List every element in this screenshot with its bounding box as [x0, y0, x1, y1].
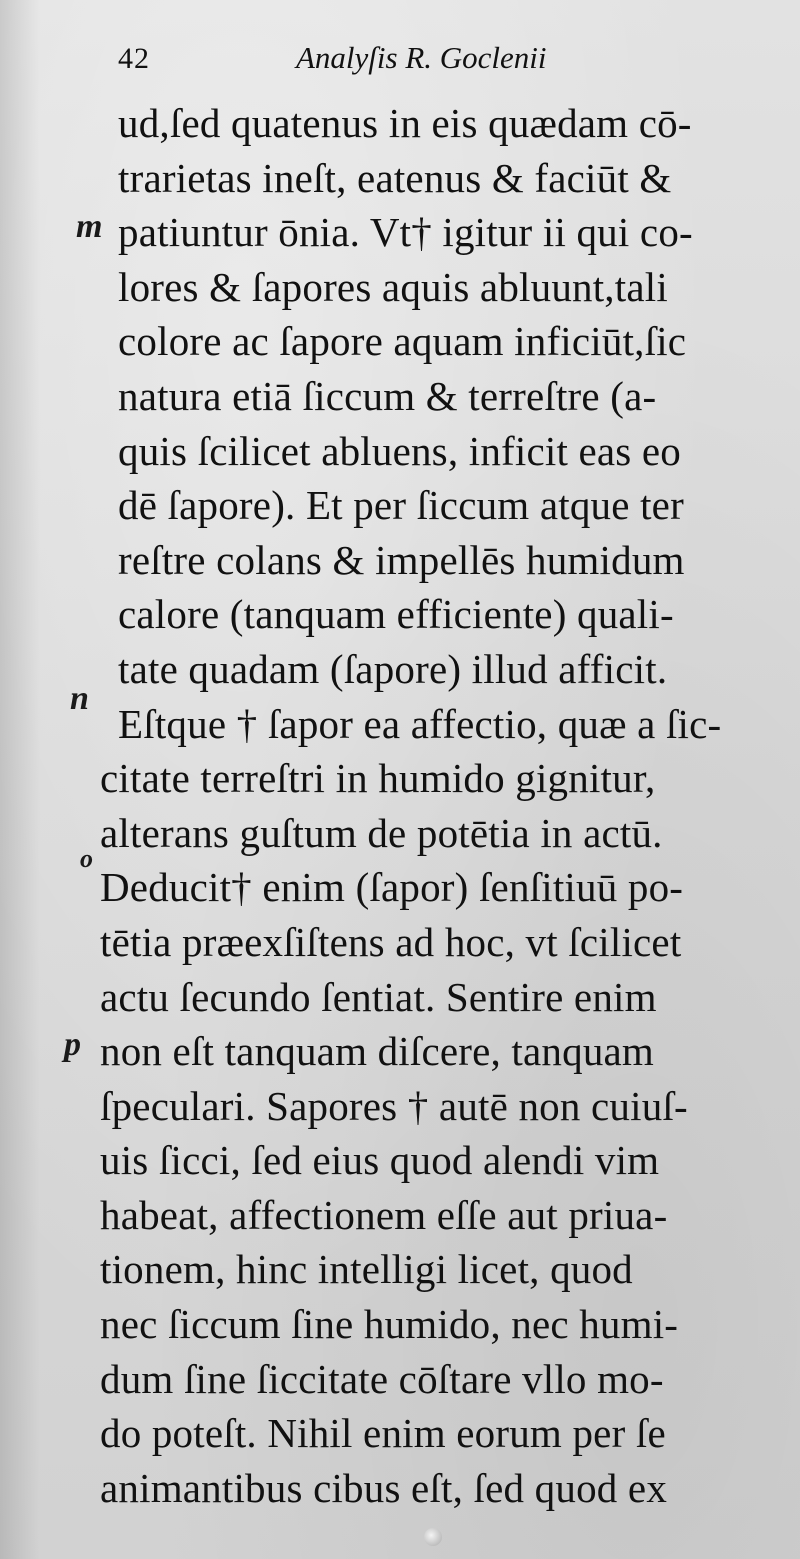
margin-note-n: n [70, 680, 89, 717]
text-line: dum ſine ſiccitate cōſtare vllo mo- [100, 1355, 664, 1402]
page-number: 42 [118, 42, 150, 75]
text-line: nec ſiccum ſine humido, nec humi- [100, 1301, 679, 1348]
text-line: do poteſt. Nihil enim eorum per ſe [100, 1410, 666, 1457]
text-line: actu ſecundo ſentiat. Sentire enim [100, 973, 657, 1020]
margin-note-m: m [76, 208, 103, 245]
margin-note-o: o [80, 844, 93, 873]
text-line: colore ac ſapore aquam inficiūt,ſic [118, 318, 687, 365]
text-line: tate quadam (ſapore) illud afficit. [118, 645, 668, 692]
main-text [100, 96, 740, 1515]
text-line: trarietas ineſt, eatenus & faciūt & [118, 154, 672, 201]
text-line: lores & ſapores aquis abluunt,tali [118, 263, 668, 310]
text-line: animantibus cibus eſt, ſed quod ex [100, 1464, 668, 1511]
text-line: dē ſapore). Et per ſiccum atque ter [118, 482, 684, 529]
text-line: tētia præexſiſtens ad hoc, vt ſcilicet [100, 918, 682, 965]
text-line: natura etiā ſiccum & terreſtre (a- [118, 372, 657, 419]
text-line: Deducit† enim (ſapor) ſenſitiuū po- [100, 864, 684, 911]
text-line: calore (tanquam efficiente) quali- [118, 591, 674, 638]
text-line: ud,ſed quatenus in eis quædam cō- [118, 100, 692, 146]
text-line: quis ſcilicet abluens, inficit eas eo [118, 427, 682, 474]
text-line: reſtre colans & impellēs humidum [118, 536, 685, 583]
text-line: Eſtque † ſapor ea affectio, quæ a ſic- [118, 700, 722, 747]
text-line: non eſt tanquam diſcere, tanquam [100, 1028, 655, 1075]
page-header [118, 38, 598, 82]
page-blemish [424, 1528, 442, 1546]
text-line: alterans guſtum de potētia in actū. [100, 809, 663, 856]
running-head: Analyſis R. Goclenii [296, 40, 547, 75]
margin-note-p: p [64, 1026, 81, 1063]
text-line: citate terreſtri in humido gignitur, [100, 755, 656, 802]
text-line: uis ſicci, ſed eius quod alendi vim [100, 1137, 660, 1184]
text-line: ſpeculari. Sapores † autē non cuiuſ- [100, 1082, 688, 1129]
text-line: tionem, hinc intelligi licet, quod [100, 1246, 633, 1293]
text-line: habeat, affectionem eſſe aut priua- [100, 1191, 668, 1238]
page-edge-shadow [0, 0, 40, 1559]
text-line: patiuntur ōnia. Vt† igitur ii qui co- [118, 209, 693, 256]
